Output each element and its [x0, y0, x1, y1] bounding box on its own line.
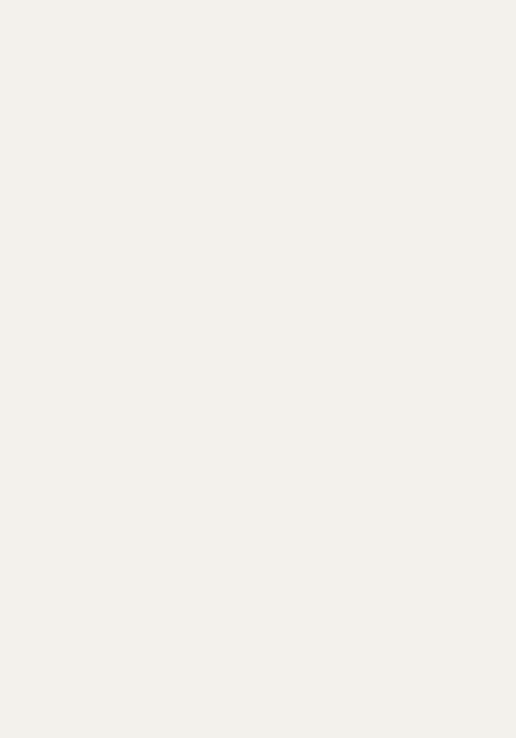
bottom-text-block [20, 404, 505, 716]
top-text-block [20, 44, 505, 364]
